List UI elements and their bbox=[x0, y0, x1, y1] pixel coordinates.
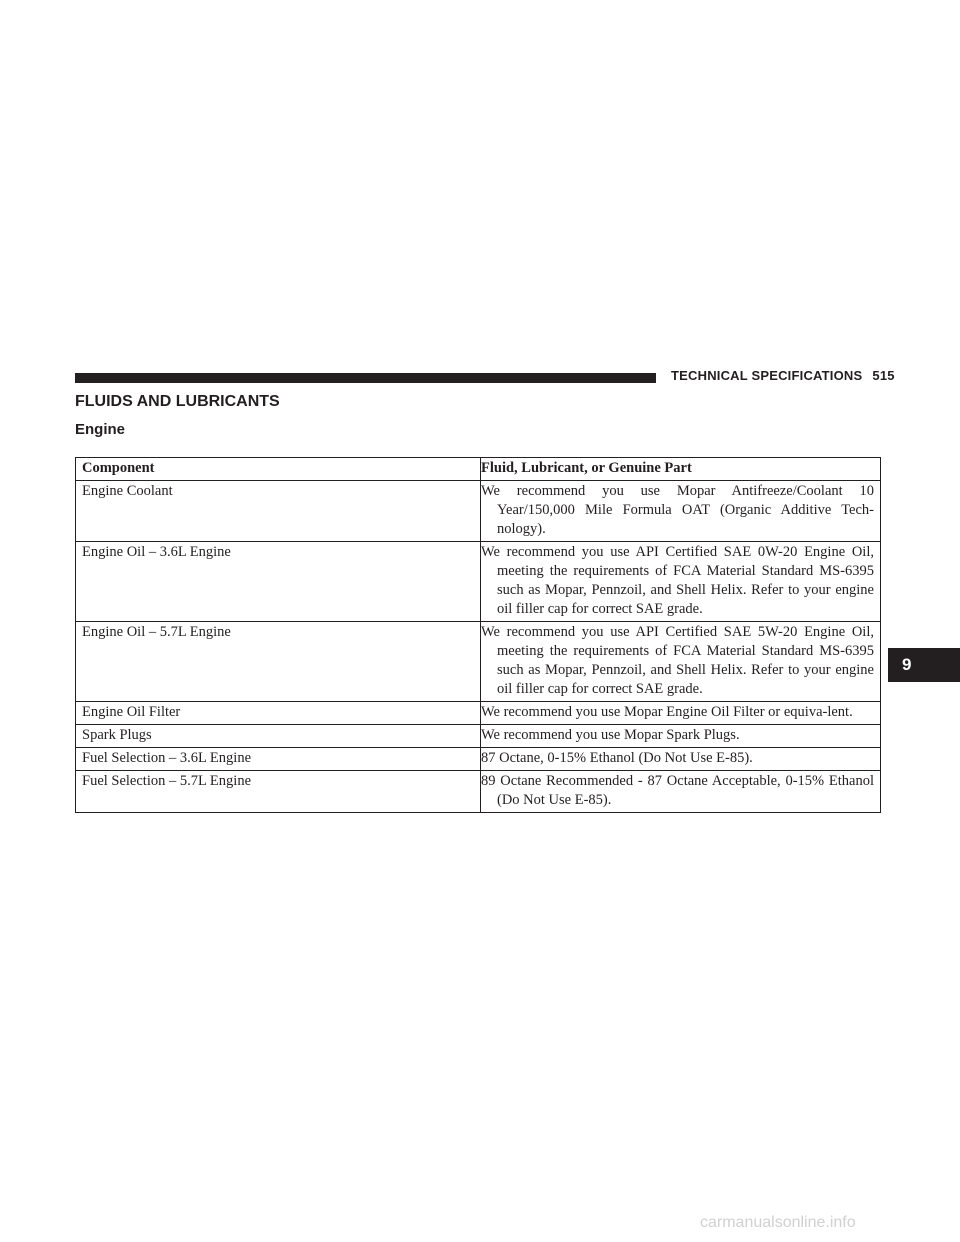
part-text: We recommend you use API Certified SAE 5W-20 Engine Oil, meeting the requirements of FCA Material Standard MS-6395 such as Mopar, Pennzoil, and Shell Helix. Refer to your engine oil filler cap for correct SAE grade. bbox=[481, 624, 874, 697]
part-cell bbox=[481, 702, 881, 725]
part-text: We recommend you use Mopar Spark Plugs. bbox=[481, 727, 740, 743]
part-text: 89 Octane Recommended - 87 Octane Acceptable, 0-15% Ethanol (Do Not Use E-85). bbox=[481, 773, 874, 808]
component-cell: Engine Oil – 3.6L Engine bbox=[76, 542, 481, 622]
table-row bbox=[76, 481, 881, 542]
component-cell: Spark Plugs bbox=[76, 725, 481, 748]
part-text: We recommend you use Mopar Engine Oil Filter or equiva-lent. bbox=[481, 704, 853, 720]
part-cell bbox=[481, 542, 881, 622]
component-cell: Engine Oil Filter bbox=[76, 702, 481, 725]
table-row bbox=[76, 622, 881, 702]
component-cell: Engine Coolant bbox=[76, 481, 481, 542]
part-cell bbox=[481, 622, 881, 702]
subsection-title: Engine bbox=[75, 421, 126, 438]
component-cell: Fuel Selection – 5.7L Engine bbox=[76, 771, 481, 813]
running-header bbox=[671, 368, 895, 383]
component-cell: Fuel Selection – 3.6L Engine bbox=[76, 748, 481, 771]
table-row bbox=[76, 748, 881, 771]
page-number: 515 bbox=[872, 368, 895, 383]
chapter-tab: 9 bbox=[888, 648, 960, 682]
component-cell: Engine Oil – 5.7L Engine bbox=[76, 622, 481, 702]
table-row bbox=[76, 725, 881, 748]
table-row bbox=[76, 771, 881, 813]
header-rule bbox=[75, 373, 656, 383]
column-header-component: Component bbox=[76, 458, 481, 481]
part-text: We recommend you use API Certified SAE 0W-20 Engine Oil, meeting the requirements of FCA Material Standard MS-6395 such as Mopar, Pennzoil, and Shell Helix. Refer to your engine oil filler cap for correct SAE grade. bbox=[481, 544, 874, 617]
part-cell bbox=[481, 748, 881, 771]
header-section-title: TECHNICAL SPECIFICATIONS bbox=[671, 368, 863, 383]
section-title: FLUIDS AND LUBRICANTS bbox=[75, 393, 280, 410]
table-row bbox=[76, 542, 881, 622]
part-text: We recommend you use Mopar Antifreeze/Coolant 10 Year/150,000 Mile Formula OAT (Organic Additive Tech-nology). bbox=[481, 483, 874, 537]
table-header-row bbox=[76, 458, 881, 481]
part-text: 87 Octane, 0-15% Ethanol (Do Not Use E-85). bbox=[481, 750, 753, 766]
part-cell bbox=[481, 481, 881, 542]
watermark: carmanualsonline.info bbox=[700, 1214, 856, 1231]
table-row bbox=[76, 702, 881, 725]
part-cell bbox=[481, 771, 881, 813]
column-header-part: Fluid, Lubricant, or Genuine Part bbox=[481, 458, 881, 481]
fluids-table bbox=[75, 457, 881, 813]
part-cell bbox=[481, 725, 881, 748]
